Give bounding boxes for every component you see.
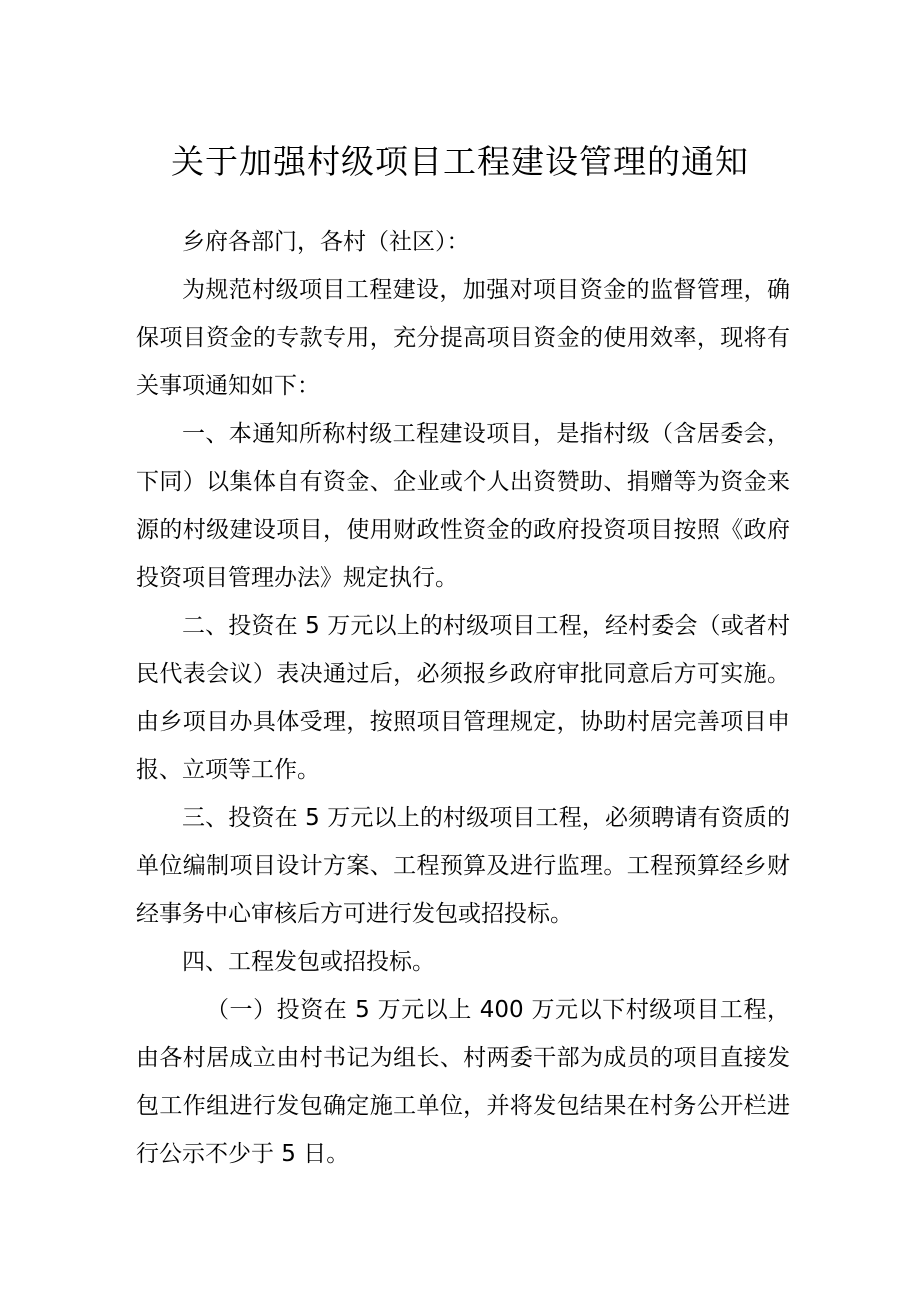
document-body	[136, 218, 790, 1178]
paragraph-section-1: 一、本通知所称村级工程建设项目，是指村级（含居委会，下同）以集体自有资金、企业或个人出资赞助、捐赠等为资金来源的村级建设项目，使用财政性资金的政府投资项目按照《政府投资项目管理办法》规定执行。	[136, 421, 790, 591]
paragraph-intro: 为规范村级项目工程建设，加强对项目资金的监督管理，确保项目资金的专款专用，充分提高项目资金的使用效率，现将有关事项通知如下：	[136, 277, 790, 399]
paragraph-section-4: 四、工程发包或招投标。	[182, 949, 435, 975]
paragraph-section-4-item-1: （一）投资在 5 万元以上 400 万元以下村级项目工程，由各村居成立由村书记为组长、村两委干部为成员的项目直接发包工作组进行发包确定施工单位，并将发包结果在村务公开栏进行公示不少于 5 日。	[136, 997, 790, 1167]
paragraph-section-3: 三、投资在 5 万元以上的村级项目工程，必须聘请有资质的单位编制项目设计方案、工程预算及进行监理。工程预算经乡财经事务中心审核后方可进行发包或招投标。	[136, 805, 790, 927]
document-title: 关于加强村级项目工程建设管理的通知	[171, 142, 749, 181]
salutation: 乡府各部门，各村（社区）：	[182, 229, 470, 255]
paragraph-section-2: 二、投资在 5 万元以上的村级项目工程，经村委会（或者村民代表会议）表决通过后，必须报乡政府审批同意后方可实施。由乡项目办具体受理，按照项目管理规定，协助村居完善项目申报、立项等工作。	[136, 613, 790, 783]
